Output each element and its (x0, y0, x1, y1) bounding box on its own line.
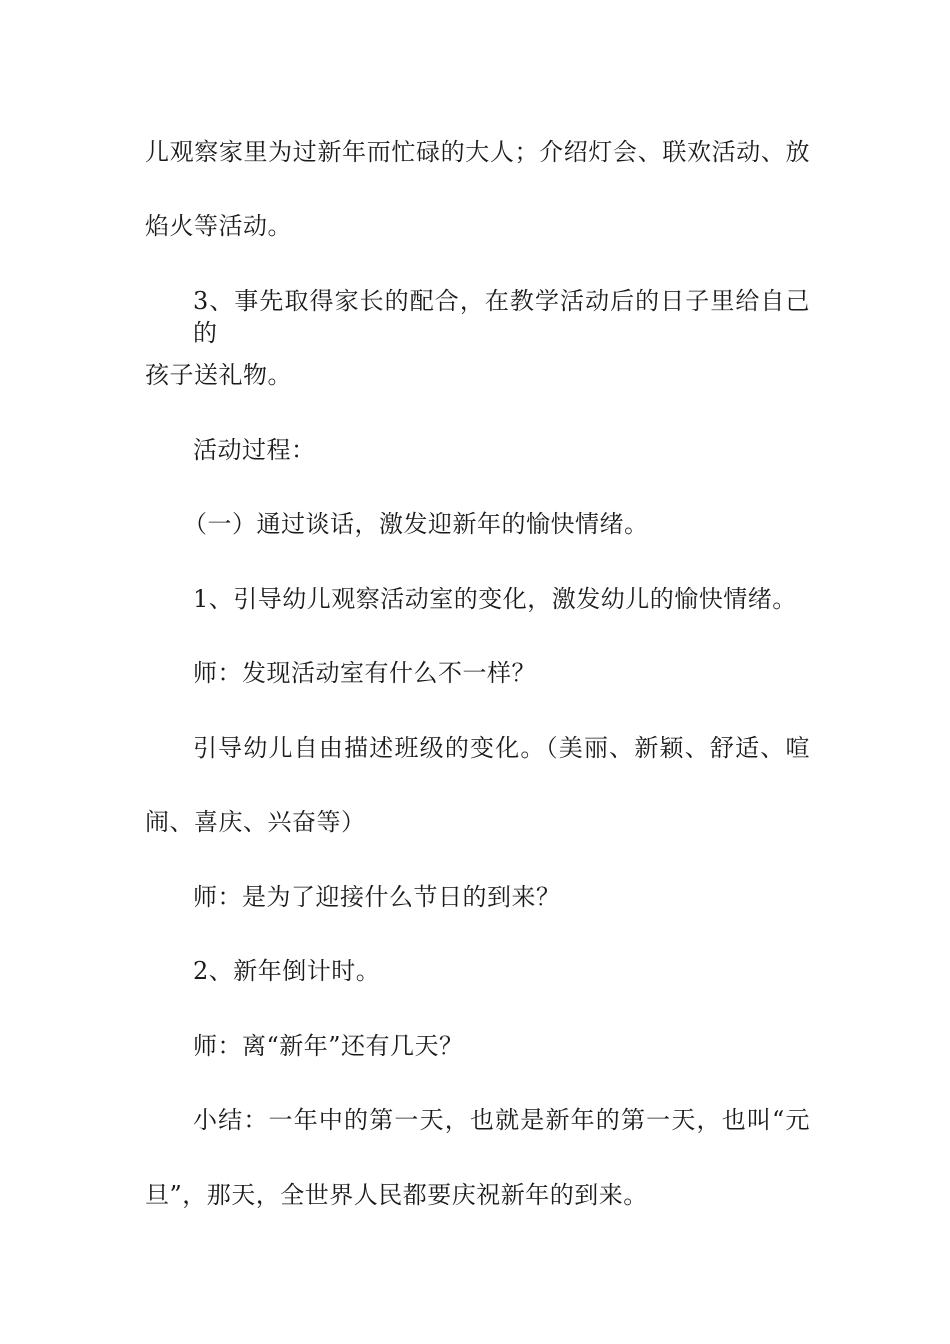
text-line: 焰火等活动。 (145, 212, 292, 240)
teacher-question: 师：离“新年”还有几天？ (193, 1032, 464, 1060)
text-line-item-1: 1、引导幼儿观察活动室的变化，激发幼儿的愉快情绪。 (193, 585, 797, 613)
teacher-question: 师：发现活动室有什么不一样？ (193, 659, 536, 687)
text-line: 孩子送礼物。 (145, 361, 292, 389)
text-line-item-3: 3、事先取得家长的配合，在教学活动后的日子里给自己的 (193, 287, 810, 347)
text-line: 旦”，那天，全世界人民都要庆祝新年的到来。 (145, 1181, 648, 1209)
text-line-item-2: 2、新年倒计时。 (193, 957, 381, 985)
teacher-question: 师：是为了迎接什么节日的到来？ (193, 883, 561, 911)
section-heading-activity-process: 活动过程： (193, 436, 316, 464)
subsection-heading: （一）通过谈话，激发迎新年的愉快情绪。 (183, 510, 649, 538)
text-line-guide: 引导幼儿自由描述班级的变化。（美丽、新颖、舒适、喧 (193, 734, 810, 762)
text-line-summary: 小结：一年中的第一天，也就是新年的第一天，也叫“元 (193, 1106, 810, 1134)
text-line-continuation: 儿观察家里为过新年而忙碌的大人；介绍灯会、联欢活动、放 (145, 138, 810, 166)
text-line: 闹、喜庆、兴奋等） (145, 808, 366, 836)
